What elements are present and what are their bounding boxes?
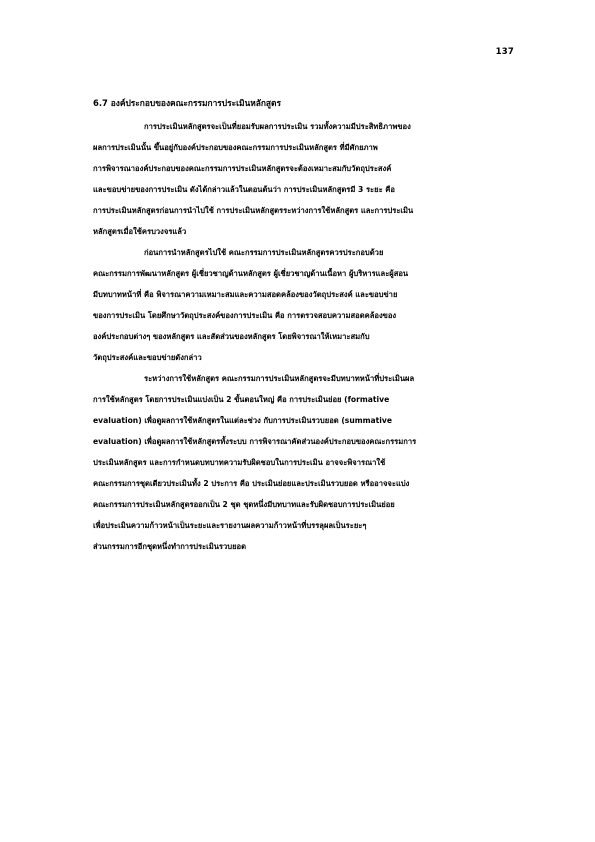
paragraph-line: มีบทบาทหน้าที่ คือ พิจารณาความเหมาะสมและความสอดคล้องของวัตถุประสงค์ และขอบข่าย [93, 290, 398, 299]
paragraph-line: องค์ประกอบต่างๆ ของหลักสูตร และสัดส่วนของหลักสูตร โดยพิจารณาให้เหมาะสมกับ [93, 332, 370, 341]
paragraph-line: การประเมินหลักสูตรก่อนการนำไปใช้ การประเมินหลักสูตรระหว่างการใช้หลักสูตร และการประเมิน [93, 206, 414, 215]
paragraph-line: ระหว่างการใช้หลักสูตร คณะกรรมการประเมินหลักสูตรจะมีบทบาทหน้าที่ประเมินผล [144, 374, 415, 383]
paragraph-line: ผลการประเมินนั้น ขึ้นอยู่กับองค์ประกอบของคณะกรรมการประเมินหลักสูตร ที่มีศักยภาพ [93, 143, 378, 152]
paragraph-line: วัตถุประสงค์และขอบข่ายดังกล่าว [93, 353, 202, 362]
paragraph-line: evaluation) เพื่อดูผลการใช้หลักสูตรในแต่ละช่วง กับการประเมินรวบยอด (summative [93, 416, 393, 425]
paragraph-line: เพื่อประเมินความก้าวหน้าเป็นระยะและรายงานผลความก้าวหน้าที่บรรลุผลเป็นระยะๆ [93, 521, 367, 530]
paragraph-line: ก่อนการนำหลักสูตรไปใช้ คณะกรรมการประเมินหลักสูตรควรประกอบด้วย [144, 248, 384, 257]
paragraph-line: ส่วนกรรมการอีกชุดหนึ่งทำการประเมินรวบยอด [93, 542, 247, 551]
paragraph-line: การพิจารณาองค์ประกอบของคณะกรรมการประเมินหลักสูตรจะต้องเหมาะสมกับวัตถุประสงค์ [93, 164, 392, 173]
page-number: 137 [495, 47, 514, 57]
paragraph-line: การใช้หลักสูตร โดยการประเมินแบ่งเป็น 2 ขั้นตอนใหญ่ คือ การประเมินย่อย (formative [93, 395, 390, 404]
paragraph-line: คณะกรรมการประเมินหลักสูตรออกเป็น 2 ชุด ชุดหนึ่งมีบทบาทและรับผิดชอบการประเมินย่อย [93, 500, 395, 509]
paragraph-line: ของการประเมิน โดยศึกษาวัตถุประสงค์ของการประเมิน คือ การตรวจสอบความสอดคล้องของ [93, 311, 397, 320]
paragraph-line: การประเมินหลักสูตรจะเป็นที่ยอมรับผลการประเมิน รวมทั้งความมีประสิทธิภาพของ [144, 122, 411, 131]
section-heading: 6.7 องค์ประกอบของคณะกรรมการประเมินหลักสูตร [93, 98, 281, 108]
paragraph-line: คณะกรรมการชุดเดียวประเมินทั้ง 2 ประการ คือ ประเมินย่อยและประเมินรวบยอด หรืออาจจะแบ่ง [93, 479, 410, 488]
paragraph-line: ประเมินหลักสูตร และการกำหนดบทบาทความรับผิดชอบในการประเมิน อาจจะพิจารณาใช้ [93, 458, 386, 467]
paragraph-line: evaluation) เพื่อดูผลการใช้หลักสูตรทั้งระบบ การพิจารณาคัดส่วนองค์ประกอบของคณะกรรมการ [93, 437, 417, 446]
paragraph-line: หลักสูตรเมื่อใช้ครบวงจรแล้ว [93, 227, 187, 236]
paragraph-line: และขอบข่ายของการประเมิน ดังได้กล่าวแล้วในตอนต้นว่า การประเมินหลักสูตรมี 3 ระยะ คือ [93, 185, 395, 194]
body-text [93, 116, 513, 557]
paragraph-line: คณะกรรมการพัฒนาหลักสูตร ผู้เชี่ยวชาญด้านหลักสูตร ผู้เชี่ยวชาญด้านเนื้อหา ผู้บริหารและผู้สอน [93, 269, 409, 278]
